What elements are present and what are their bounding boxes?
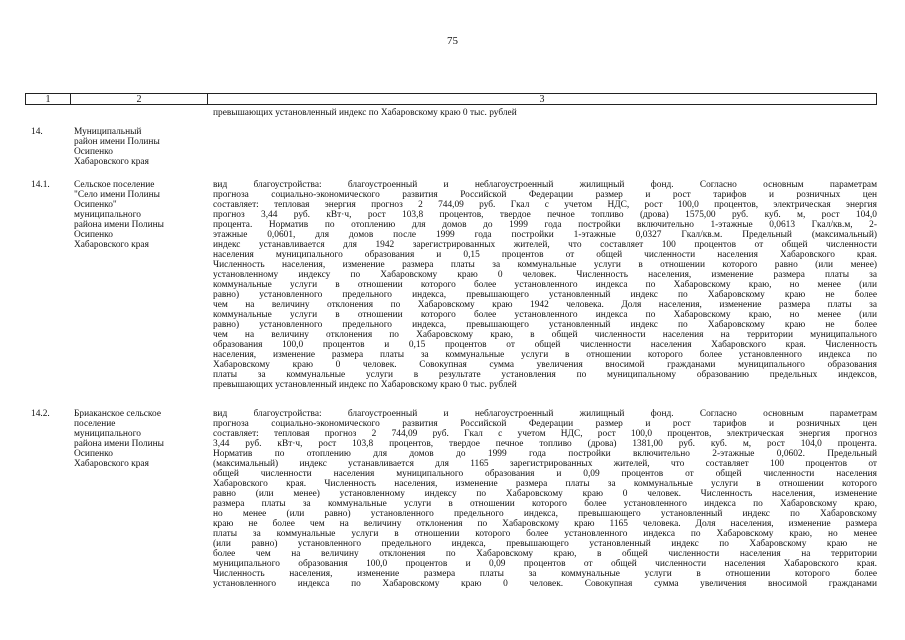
description-line: индекс устанавливается для 1942 зарегистрированных жителей, что составляет 100 процентов от общей численности xyxy=(213,240,877,250)
municipality-name-line: "Село имени Полины xyxy=(74,190,160,200)
description-line: размера платы за коммунальные услуги в отношении которого более установленного индекса по Хабаровскому краю, xyxy=(213,499,877,509)
description-line: прогноз 3,44 руб. кВт·ч, рост 103,8 процентов, твердое печное топливо (дрова) 1575,00 руб. куб. м, рост 104,0 xyxy=(213,210,877,220)
description-line: установленного индекса по Хабаровскому краю 0 человек. Совокупная сумма увеличения вносимой гражданами xyxy=(213,579,877,589)
municipality-name xyxy=(74,180,206,250)
description-line: краю не более чем на величину отклонения по Хабаровскому краю 1165 человека. Доля населения, изменение размера xyxy=(213,519,877,529)
row-number: 14.2. xyxy=(31,409,50,419)
municipality-name xyxy=(74,127,206,167)
description-line: коммунальные услуги в отношении которого более установленного индекса по Хабаровскому краю, но менее (или xyxy=(213,310,877,320)
description-line: населения муниципального образования и 0,15 процентов от общей численности населения Хабаровского края. xyxy=(213,250,877,260)
description-line: более чем на величину отклонения по Хабаровскому краю, в общей численности населения на территории xyxy=(213,549,877,559)
municipality-name-line: Осипенко xyxy=(74,449,113,459)
description-line: Численность населения, изменение размера платы за коммунальные услуги в отношении которого более xyxy=(213,569,877,579)
description-line: коммунальные услуги в отношении которого более установленного индекса по Хабаровскому краю, но менее (или xyxy=(213,280,877,290)
column-header-1: 1 xyxy=(26,94,71,104)
municipality-name-line: муниципального xyxy=(74,210,141,220)
description-line: прогноза социально-экономического развития Российской Федерации размер и рост тарифов и розничных цен xyxy=(213,419,877,429)
description-line: (максимальный) индекс устанавливается для 1165 зарегистрированных жителей, что составляет 100 процентов от xyxy=(213,459,877,469)
description-line: платы за коммунальные услуги в отношении которого более установленного индекса по Хабаровскому краю, но менее xyxy=(213,529,877,539)
description-line: общей численности населения муниципального образования и 0,09 процентов от общей численности населения xyxy=(213,469,877,479)
description-text xyxy=(213,409,877,589)
description-line: составляет: тепловая энергия прогноз 2 744,09 руб. Гкал с учетом НДС, рост 100,0 процентов, электрическая энергия xyxy=(213,200,877,210)
municipality-name-line: Бриаканское сельское xyxy=(74,409,161,419)
description-line: равно) установленного предельного индекса, превышающего установленный индекс по Хабаровскому краю не более xyxy=(213,320,877,330)
description-line: Норматив по отоплению для домов до 1999 года постройки включительно 2-этажные 0,0602. Предельный xyxy=(213,449,877,459)
description-line: вид благоустройства: благоустроенный и неблагоустроенный жилищный фонд. Согласно основным параметрам xyxy=(213,409,877,419)
municipality-name-line: Осипенко xyxy=(74,230,113,240)
description-line: населения, изменение размера платы за коммунальные услуги в отношении которого более установленного индекса по xyxy=(213,350,877,360)
municipality-name-line: муниципального xyxy=(74,429,141,439)
description-line: прогноза социально-экономического развития Российской Федерации размер и рост тарифов и розничных цен xyxy=(213,190,877,200)
description-line: чем на величину отклонения по Хабаровскому краю 1942 человека. Доля населения, изменение размера платы за xyxy=(213,300,877,310)
municipality-name xyxy=(74,409,206,469)
description-line: этажные 0,0601, для домов после 1999 года постройки 1-этажные 0,0327 Гкал/кв.м. Предельный (максимальный) xyxy=(213,230,877,240)
municipality-name-line: поселение xyxy=(74,419,116,429)
description-line: платы за коммунальные услуги в результате установления по муниципальному образованию предельных индексов, xyxy=(213,370,877,380)
description-line: равно (или менее) установленному индексу по Хабаровскому краю 0 человек. Численность населения, изменение xyxy=(213,489,877,499)
municipality-name-line: район имени Полины xyxy=(74,137,160,147)
description-line: Численность населения, изменение размера платы за коммунальные услуги в отношении которого равно (или менее) xyxy=(213,260,877,270)
municipality-name-line: Хабаровского края xyxy=(74,459,149,469)
page-number: 75 xyxy=(447,35,458,47)
municipality-name-line: Хабаровского края xyxy=(74,240,149,250)
description-line: составляет: тепловая прогноз 2 744,09 руб. Гкал с учетом НДС, рост 100,0 процентов, электрическая энергия прогноз xyxy=(213,429,877,439)
municipality-name-line: Осипенко xyxy=(74,147,113,157)
municipality-name-line: Хабаровского края xyxy=(74,157,149,167)
municipality-name-line: района имени Полины xyxy=(74,439,164,449)
column-header-3: 3 xyxy=(539,94,545,105)
description-text xyxy=(213,180,877,390)
description-line: превышающих установленный индекс по Хабаровскому краю 0 тыс. рублей xyxy=(213,380,517,390)
description-line: муниципального образования 100,0 процентов и 0,09 процентов от общей численности населения Хабаровского края. xyxy=(213,559,877,569)
column-header-2: 2 xyxy=(71,94,208,104)
description-line: вид благоустройства: благоустроенный и неблагоустроенный жилищный фонд. Согласно основным параметрам xyxy=(213,180,877,190)
description-line: но менее (или равно) установленного предельного индекса, превышающего установленный индекс по Хабаровскому xyxy=(213,509,877,519)
row-number: 14.1. xyxy=(31,180,50,190)
description-line: Хабаровского края. Численность населения, изменение размера платы за коммунальные услуги в отношении которого xyxy=(213,479,877,489)
row-number: 14. xyxy=(31,127,43,137)
description-line: образования 100,0 процентов и 0,15 процентов от общей численности населения Хабаровского края. Численность xyxy=(213,340,877,350)
description-line: процента. Норматив по отоплению для домов до 1999 года постройки включительно 1-этажные 0,0613 Гкал/кв.м, 2- xyxy=(213,220,877,230)
description-line: чем на величину отклонения по Хабаровскому краю, в общей численности населения на территории муниципального xyxy=(213,330,877,340)
municipality-name-line: Сельское поселение xyxy=(74,180,155,190)
description-line: (или равно) установленного предельного индекса, превышающего установленный индекс по Хабаровскому краю не xyxy=(213,539,877,549)
table-header-row xyxy=(25,93,877,105)
description-line: установленному индексу по Хабаровскому краю 0 человек. Численность населения, изменение размера платы за xyxy=(213,270,877,280)
description-line: равно) установленного предельного индекса, превышающего установленный индекс по Хабаровскому краю не более xyxy=(213,290,877,300)
description-line: Хабаровскому краю 0 человек. Совокупная сумма увеличения вносимой гражданами муниципального образования xyxy=(213,360,877,370)
description-line: 3,44 руб. кВт·ч, рост 103,8 процентов, твердое печное топливо (дрова) 1381,00 руб. куб. м, рост 104,0 процента. xyxy=(213,439,877,449)
municipality-name-line: Муниципальный xyxy=(74,127,142,137)
municipality-name-line: Осипенко" xyxy=(74,200,117,210)
municipality-name-line: района имени Полины xyxy=(74,220,164,230)
continuation-text: превышающих установленный индекс по Хабаровскому краю 0 тыс. рублей xyxy=(213,108,517,118)
